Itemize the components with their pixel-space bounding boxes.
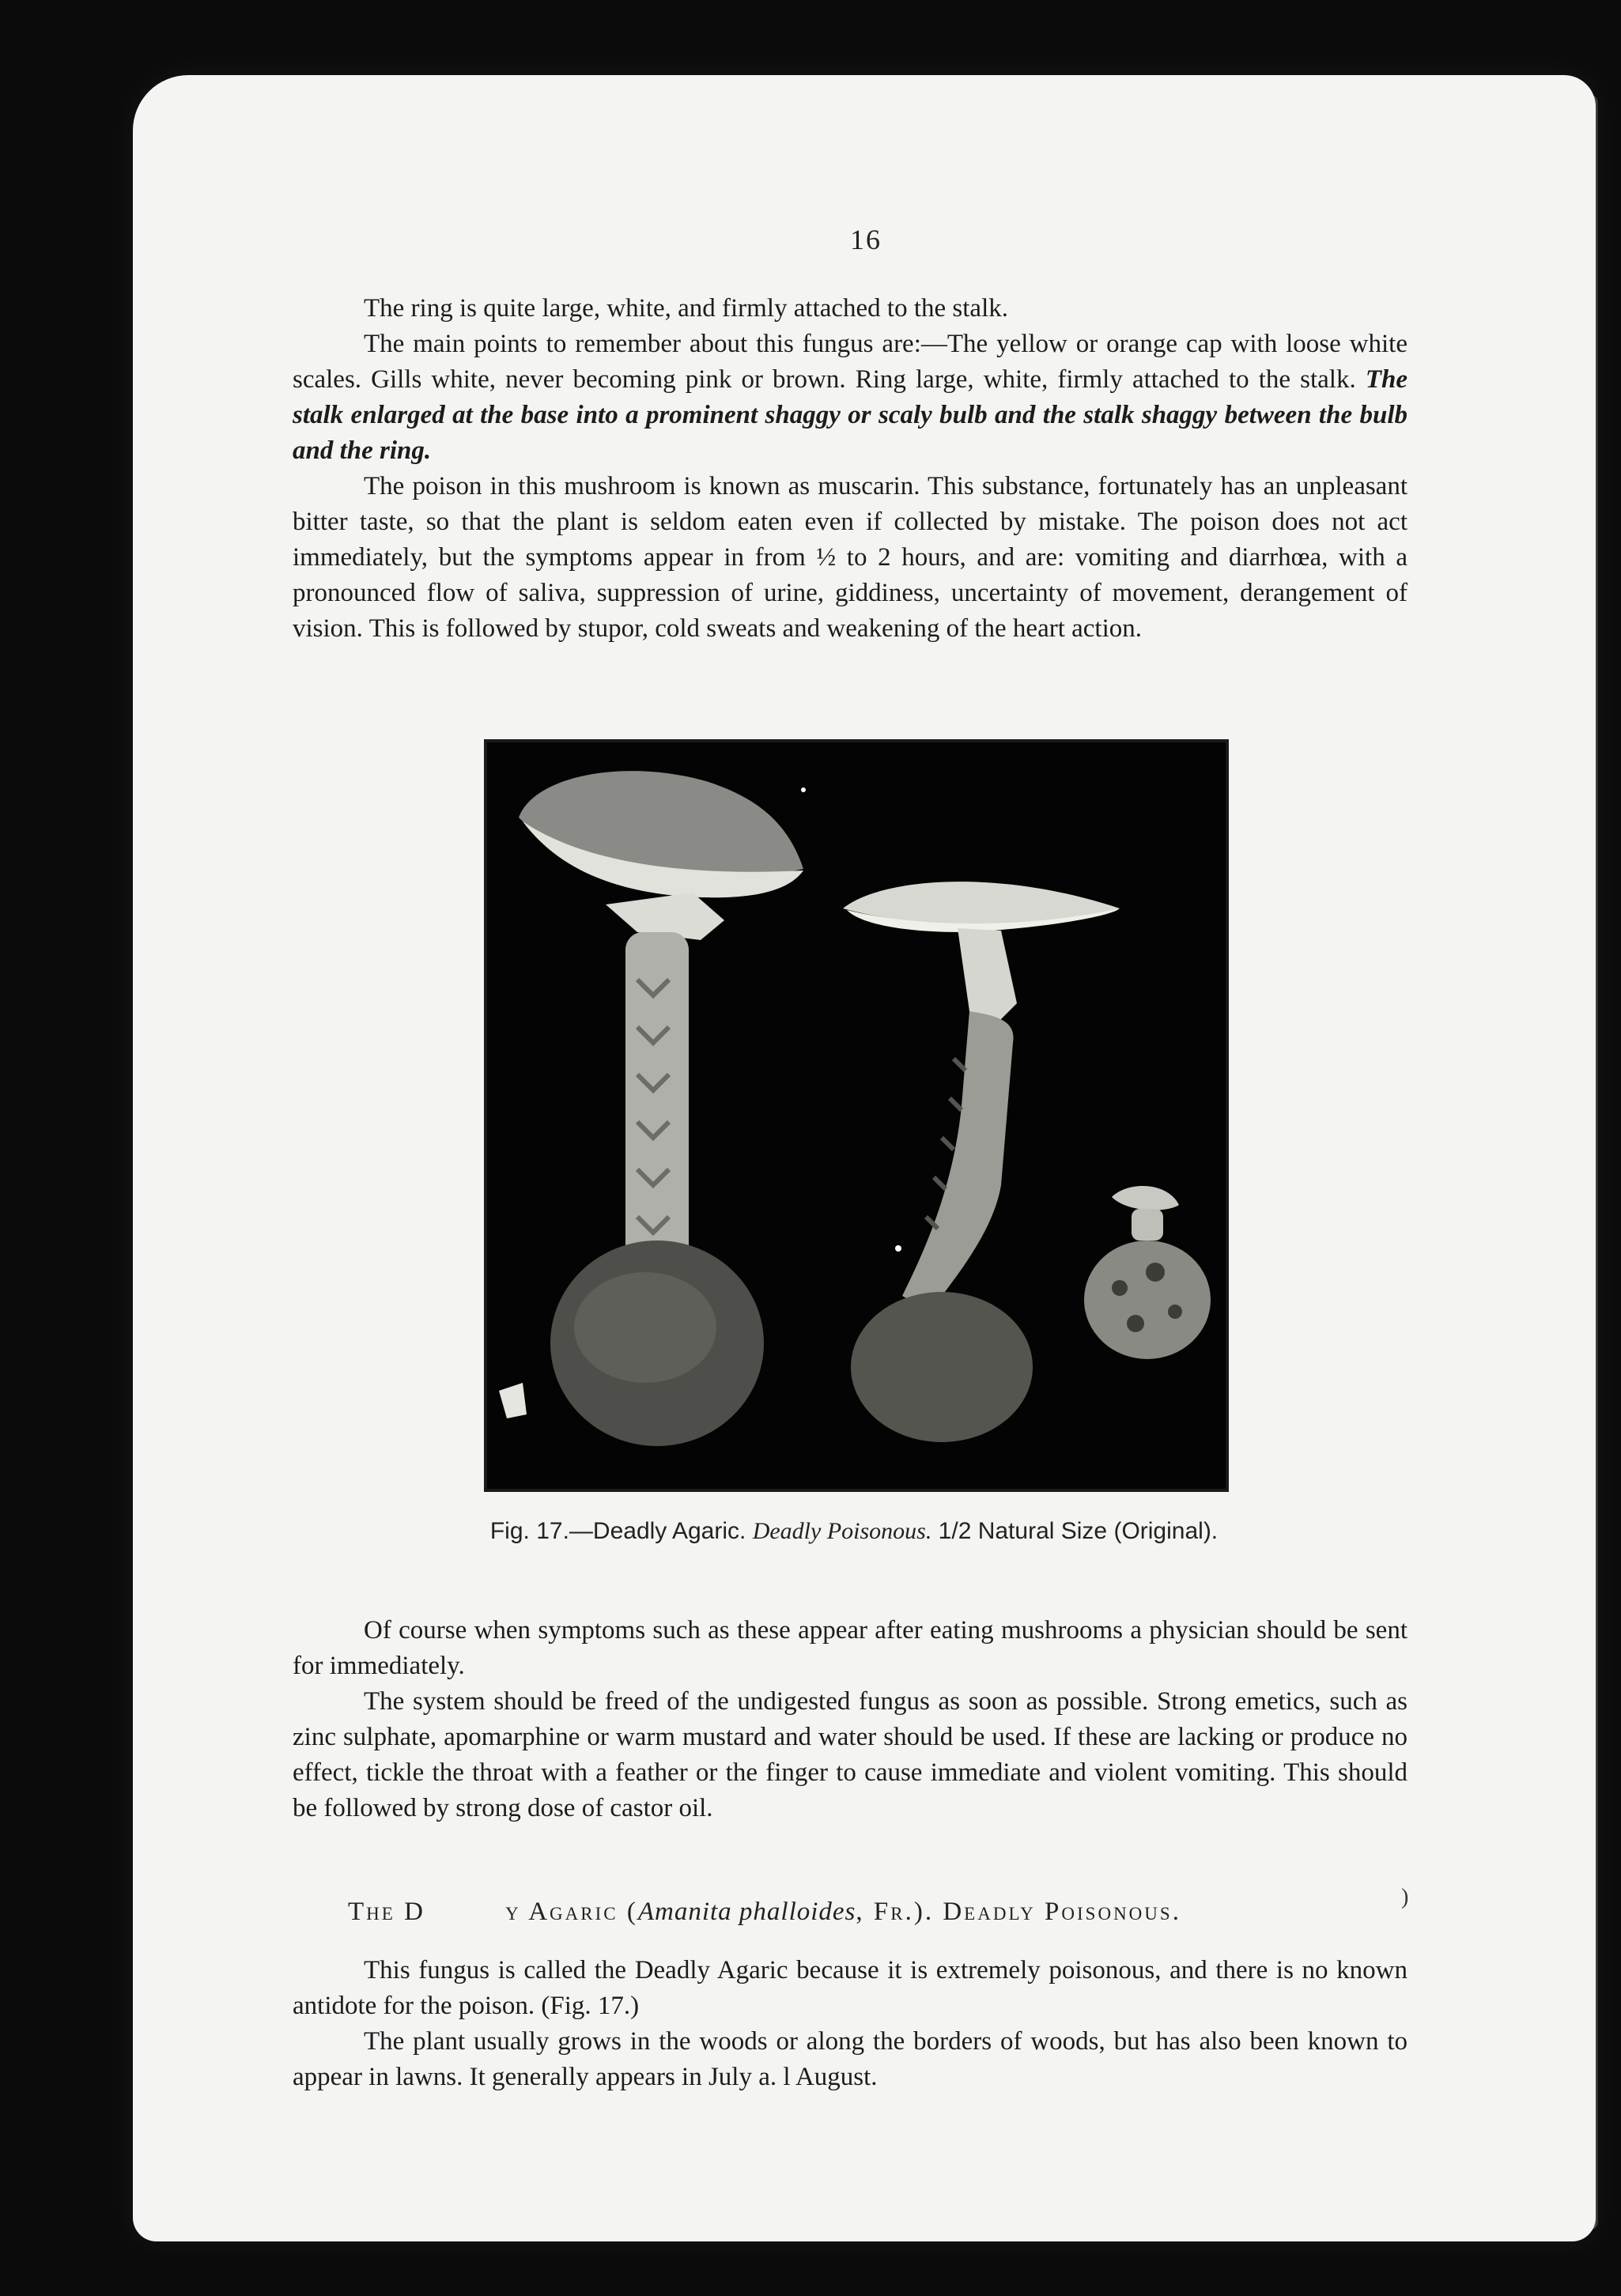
section-heading (348, 1898, 1408, 1927)
page-number: 16 (850, 224, 882, 255)
bottom-text-block (293, 1953, 1408, 2095)
heading-lead: The D (348, 1898, 425, 1926)
heading-species: Amanita phalloides (637, 1898, 856, 1926)
main-points-italic: The stalk enlarged at the base into a prominent shaggy or scaly bulb and the stalk shaggy between the bulb and the ring. (293, 365, 1408, 465)
top-text-block (293, 291, 1408, 647)
heading-tail: , Fr.). Deadly Poisonous. (856, 1898, 1181, 1926)
paragraph-physician: Of course when symptoms such as these appear after eating mushrooms a physician should be sent for immediately. (293, 1616, 1408, 1680)
caption-label: Fig. 17.—Deadly Agaric. (489, 1518, 746, 1544)
paragraph-habitat: The plant usually grows in the woods or along the borders of woods, but has also been known to appear in lawns. It generally appears in July a. l August. (293, 2027, 1408, 2091)
paragraph-poison: The poison in this mushroom is known as muscarin. This substance, fortunately has an unpleasant bitter taste, so that the plant is seldom eaten even if collected by mistake. The poison does not act immediately, but the symptoms appear in from ½ to 2 hours, and are: vomiting and diarrhœa, with a pronounced flow of saliva, suppression of urine, giddiness, uncertainty of movement, derangement of vision. This is followed by stupor, cold sweats and weakening of the heart action. (293, 472, 1408, 643)
edge-mark: ) (1401, 1885, 1409, 1909)
mushroom-photograph (484, 739, 1229, 1492)
middle-text-block (293, 1613, 1408, 1826)
heading-gap: y Agaric ( (505, 1898, 638, 1926)
figure-caption (474, 1516, 1234, 1546)
mushroom-illustration (487, 742, 1226, 1489)
paragraph-main-points (293, 327, 1408, 469)
paragraph-ring: The ring is quite large, white, and firmly attached to the stalk. (364, 294, 1008, 323)
main-points-text: The main points to remember about this fungus are:—The yellow or orange cap with loose white scales. Gills white, never becoming pink or brown. Ring large, white, firmly attached to the stalk. (293, 330, 1408, 394)
paragraph-deadly-agaric: This fungus is called the Deadly Agaric because it is extremely poisonous, and there is no known antidote for the poison. (Fig. 17.) (293, 1956, 1408, 2020)
paragraph-treatment: The system should be freed of the undigested fungus as soon as possible. Strong emetics, such as zinc sulphate, apomarphine or warm mustard and water should be used. If these are lacking or produce no effect, tickle the throat with a feather or the finger to cause immediate and violent vomiting. This should be followed by strong dose of castor oil. (293, 1687, 1408, 1822)
caption-italic: Deadly Poisonous. (752, 1518, 932, 1544)
caption-size: 1/2 Natural Size (Original). (938, 1518, 1219, 1544)
